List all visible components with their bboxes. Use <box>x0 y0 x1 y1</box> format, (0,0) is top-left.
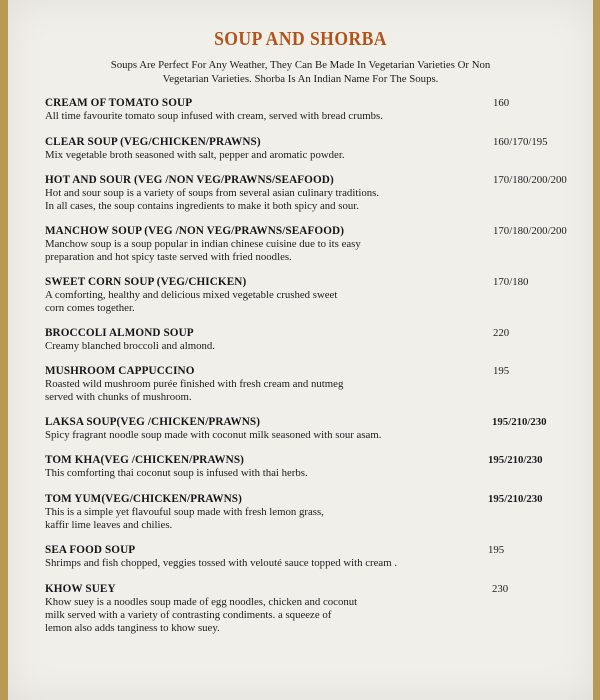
item-name: TOM YUM(VEG/CHICKEN/PRAWNS) <box>45 493 242 505</box>
item-name: MUSHROOM CAPPUCCINO <box>45 365 195 377</box>
menu-item-khow-suey <box>45 582 575 635</box>
item-desc-line: A comforting, healthy and delicious mixed vegetable crushed sweet <box>45 289 338 301</box>
item-desc-line: lemon also adds tanginess to khow suey. <box>45 622 220 634</box>
item-desc-line: Creamy blanched broccoli and almond. <box>45 340 215 352</box>
item-name: CLEAR SOUP (VEG/CHICKEN/PRAWNS) <box>45 136 261 148</box>
item-desc-line: preparation and hot spicy taste served with fried noodles. <box>45 251 292 263</box>
item-name: SEA FOOD SOUP <box>45 544 136 556</box>
menu-item-broccoli-almond <box>45 326 575 353</box>
menu-item-tom-kha <box>45 453 575 480</box>
menu-item-mushroom-cappuccino <box>45 364 575 404</box>
item-desc-line: kaffir lime leaves and chilies. <box>45 519 173 531</box>
menu-item-cream-of-tomato <box>45 96 575 123</box>
item-desc-line: Shrimps and fish chopped, veggies tossed with velouté sauce topped with cream . <box>45 557 398 569</box>
item-price: 170/180/200/200 <box>493 225 567 237</box>
item-desc-line: milk served with a variety of contrasting condiments. a squeeze of <box>45 609 332 621</box>
menu-item-sweet-corn <box>45 275 575 315</box>
item-price: 195 <box>493 365 510 377</box>
item-name: TOM KHA(VEG /CHICKEN/PRAWNS) <box>45 454 245 466</box>
item-desc-line: Spicy fragrant noodle soup made with coconut milk seasoned with sour asam. <box>45 429 382 441</box>
item-desc-line: Hot and sour soup is a variety of soups from several asian culinary traditions. <box>45 187 380 199</box>
item-price: 160 <box>493 97 510 109</box>
item-desc-line: In all cases, the soup contains ingredients to make it both spicy and sour. <box>45 200 359 212</box>
item-price: 195 <box>488 544 505 556</box>
item-price: 195/210/230 <box>488 454 543 466</box>
menu-page <box>8 0 593 700</box>
item-desc-line: All time favourite tomato soup infused with cream, served with bread crumbs. <box>45 110 383 122</box>
item-name: CREAM OF TOMATO SOUP <box>45 97 193 109</box>
item-price: 170/180/200/200 <box>493 174 567 186</box>
item-name: MANCHOW SOUP (VEG /NON VEG/PRAWNS/SEAFOOD) <box>45 225 345 237</box>
item-price: 220 <box>493 327 510 339</box>
item-desc-line: Roasted wild mushroom purée finished with fresh cream and nutmeg <box>45 378 344 390</box>
item-name: SWEET CORN SOUP (VEG/CHICKEN) <box>45 276 247 288</box>
item-desc-line: corn comes together. <box>45 302 135 314</box>
item-price: 160/170/195 <box>493 136 548 148</box>
item-desc-line: Manchow soup is a soup popular in indian chinese cuisine due to its easy <box>45 238 361 250</box>
intro-line-1: Soups Are Perfect For Any Weather, They Can Be Made In Vegetarian Varieties Or Non <box>110 59 491 71</box>
menu-title: SOUP AND SHORBA <box>214 28 387 50</box>
item-name: HOT AND SOUR (VEG /NON VEG/PRAWNS/SEAFOOD) <box>45 174 334 186</box>
menu-item-manchow <box>45 224 575 264</box>
item-price: 230 <box>492 583 509 595</box>
menu-item-hot-and-sour <box>45 173 575 213</box>
menu-item-clear-soup <box>45 135 575 162</box>
item-desc-line: This comforting thai coconut soup is infused with thai herbs. <box>45 467 308 479</box>
item-price: 170/180 <box>493 276 529 288</box>
menu-item-laksa <box>45 415 575 442</box>
menu-item-tom-yum <box>45 492 575 532</box>
item-desc-line: Khow suey is a noodles soup made of egg noodles, chicken and coconut <box>45 596 358 608</box>
item-price: 195/210/230 <box>488 493 543 505</box>
item-price: 195/210/230 <box>492 416 547 428</box>
item-desc-line: Mix vegetable broth seasoned with salt, pepper and aromatic powder. <box>45 149 345 161</box>
item-name: KHOW SUEY <box>45 583 116 595</box>
item-desc-line: served with chunks of mushroom. <box>45 391 192 403</box>
menu-intro <box>48 58 553 86</box>
intro-line-2: Vegetarian Varieties. Shorba Is An Indian Name For The Soups. <box>162 73 439 85</box>
item-desc-line: This is a simple yet flavouful soup made with fresh lemon grass, <box>45 506 324 518</box>
menu-item-sea-food <box>45 543 575 570</box>
item-name: LAKSA SOUP(VEG /CHICKEN/PRAWNS) <box>45 416 261 428</box>
item-name: BROCCOLI ALMOND SOUP <box>45 327 194 339</box>
